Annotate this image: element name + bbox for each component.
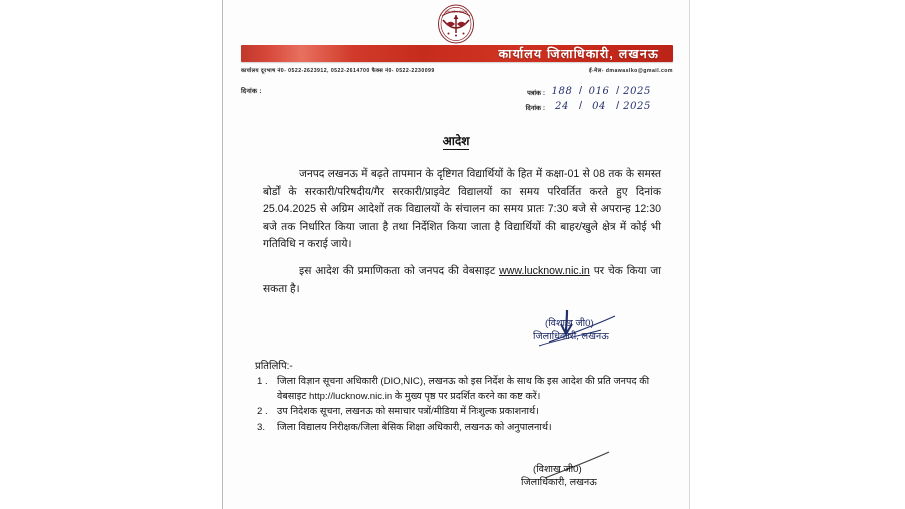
signature-block-bottom [511, 462, 681, 488]
signatory-designation-top: जिलाधिकारी, लखनऊ [533, 331, 609, 342]
order-paragraph-main: जनपद लखनऊ में बढ़ते तापमान के दृष्टिगत विद्यार्थियों के हित में कक्षा-01 से 08 तक के समस्त बोर्डों के सरकारी/परिषदीय/गैर सरकारी/प्राइवेट विद्यालयों का समय परिवर्तित करते हुए दिनांक 25.04.2025 से अग्रिम आदेशों तक विद्यालयों के संचालन का समय प्रातः 7:30 बजे से अपरान्ह 12:30 बजे तक निर्धारित किया जाता है तथा निर्देशित किया जाता है विद्यार्थियों की बाहर/खुले क्षेत्र में कोई भी गतिविधि न कराई जाये। [263, 168, 661, 251]
patrank-label: पत्रांक : [527, 90, 545, 97]
office-banner-title: कार्यालय जिलाधिकारी, लखनऊ [498, 46, 659, 61]
order-paragraph-verification [263, 263, 661, 298]
copy-to-item [255, 421, 675, 436]
svg-text:उत्तर प्रदेश सरकार: उत्तर प्रदेश सरकार [444, 10, 468, 14]
patrank-slash-1: / [579, 85, 583, 97]
order-title [223, 132, 689, 149]
copy-to-item-text: जिला विद्यालय निरीक्षक/जिला बेसिक शिक्षा अधिकारी, लखनऊ को अनुपालनार्थ। [277, 421, 552, 433]
copy-to-item [255, 375, 675, 404]
signature-block-top [523, 316, 683, 342]
dinank-month: 04 [592, 101, 607, 112]
order-body [263, 166, 661, 307]
signatory-name-bottom: (विशाख जी0) [533, 464, 582, 475]
left-date-label: दिनांक : [241, 88, 262, 95]
uttar-pradesh-government-emblem-icon [432, 2, 480, 46]
signatory-designation-bottom: जिलाधिकारी, लखनऊ [521, 477, 597, 488]
patrank-line [511, 82, 681, 97]
copy-to-item [255, 405, 675, 420]
copy-to-heading: प्रतिलिपि:- [255, 361, 293, 372]
dinank-label: दिनांक : [525, 105, 545, 112]
dinank-line [511, 97, 681, 112]
copy-to-item-text: जिला विज्ञान सूचना अधिकारी (DIO,NIC), लखनऊ को इस निर्देश के साथ कि इस आदेश की प्रति जनपद की वेबसाइट http://lucknow.nic.in के मुख्य पृष्ठ पर प्रदर्शित करने का कष्ट करें। [277, 376, 650, 402]
copy-to-item-text: उप निदेशक सूचना, लखनऊ को समाचार पत्रों/मीडिया में निःशुल्क प्रकाशनार्थ। [277, 406, 539, 417]
dinank-slash-2: / [616, 100, 620, 112]
dinank-slash-1: / [579, 100, 583, 112]
patrank-slash-2: / [616, 85, 620, 97]
copy-to-section [255, 358, 675, 436]
patrank-number: 188 [551, 86, 573, 97]
patrank-year: 2025 [623, 86, 651, 97]
copy-to-item-number: 2 . [257, 406, 268, 417]
copy-to-item-number: 1 . [257, 376, 268, 387]
document-page [222, 0, 690, 509]
verify-prefix: इस आदेश की प्रमाणिकता को जनपद की वेबसाइट [299, 264, 500, 277]
signatory-name-top: (विशाख जी0) [545, 318, 594, 329]
lucknow-website-link[interactable]: www.lucknow.nic.in [499, 264, 590, 277]
office-banner [241, 45, 673, 62]
copy-to-item-number: 3. [257, 421, 266, 433]
contact-row [241, 66, 673, 78]
patrank-mid: 016 [588, 86, 610, 97]
office-email: ई-मेल- dmawaslko@gmail.com [589, 68, 673, 74]
dinank-year: 2025 [623, 101, 651, 112]
dinank-day: 24 [555, 101, 569, 112]
office-phone-numbers: कार्यालय दूरभाष नं0- 0522-2623912, 0522-2614700 फैक्स नं0- 0522-2230099 [241, 68, 435, 74]
order-title-text: आदेश [442, 134, 470, 148]
verify-suffix: पर चेक किया जा सकता है। [263, 264, 662, 295]
reference-block [511, 82, 681, 112]
